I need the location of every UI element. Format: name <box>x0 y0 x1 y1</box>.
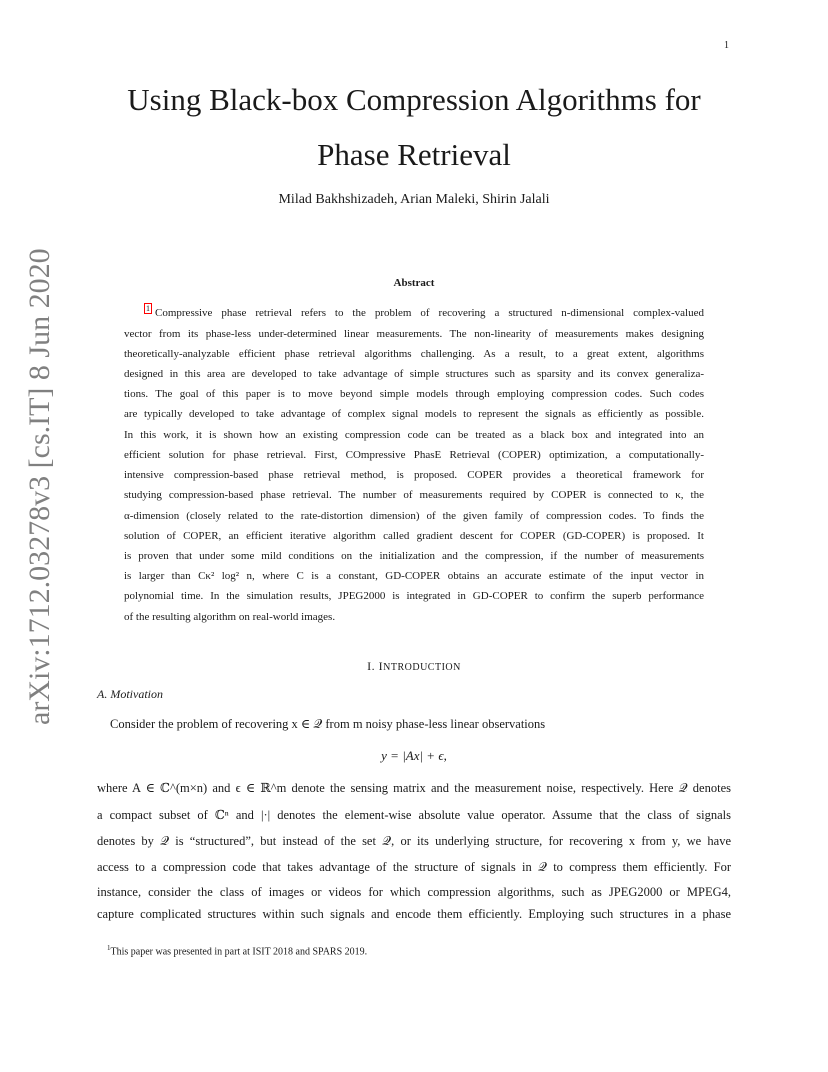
footnote-mark: 1 <box>107 944 111 952</box>
body-line: access to a compression code that takes advantage of the structure of signals in 𝒬 to compress them efficiently. For <box>97 860 731 874</box>
body-line: denotes by 𝒬 is “structured”, but instead of the set 𝒬, or its underlying structure, for recovering x from y, we have <box>97 834 731 848</box>
footnote-text: This paper was presented in part at ISIT 2018 and SPARS 2019. <box>110 946 368 958</box>
abstract-line: studying compression-based phase retrieval. The number of measurements required by COPER is connected to κ, the <box>124 489 704 501</box>
body-line: where A ∈ ℂ^(m×n) and ϵ ∈ ℝ^m denote the sensing matrix and the measurement noise, respectively. Here 𝒬 denotes <box>97 781 731 795</box>
abstract-line: are typically developed to take advantage of complex signal models to represent the signals as efficiently as possible. <box>124 408 704 420</box>
paper-title-line-1: Using Black-box Compression Algorithms for <box>127 82 701 117</box>
body-line: a compact subset of ℂⁿ and |·| denotes the element-wise absolute value operator. Assume that the class of signals <box>97 808 731 822</box>
section-heading-introduction: I. INTRODUCTION <box>367 659 461 673</box>
paper-title-line-2: Phase Retrieval <box>317 137 511 172</box>
abstract-line: of the resulting algorithm on real-world images. <box>124 611 336 623</box>
abstract-line: In this work, it is shown how an existing compression code can be treated as a black box and integrated into an <box>124 429 704 441</box>
abstract-line: is larger than Cκ² log² n, where C is a constant, GD-COPER obtains an accurate estimate of the input vector in <box>124 570 704 582</box>
abstract-line: intensive compression-based phase retrieval method, is proposed. COPER provides a theoretical framework for <box>124 469 704 481</box>
arxiv-watermark: arXiv:1712.03278v3 [cs.IT] 8 Jun 2020 <box>23 248 56 725</box>
footnote <box>107 944 367 957</box>
abstract-line: 1 Compressive phase retrieval refers to the problem of recovering a structured n-dimensional complex-valued <box>146 304 704 319</box>
page-number: 1 <box>724 40 729 51</box>
subsection-heading-motivation: A. Motivation <box>97 687 163 701</box>
abstract-line: α-dimension (closely related to the rate-distortion dimension) of the given family of compression codes. To finds the <box>124 510 704 522</box>
abstract-line: solution of COPER, an efficient iterative algorithm called gradient descent for COPER (GD-COPER) is proposed. It <box>124 530 704 542</box>
abstract-line: theoretically-analyzable efficient phase retrieval algorithms challenging. As a result, to a great extent, algorithms <box>124 348 704 360</box>
footnote-link[interactable]: 1 <box>146 304 150 313</box>
body-intro-line: Consider the problem of recovering x ∈ 𝒬 from m noisy phase-less linear observations <box>110 717 546 731</box>
abstract-heading: Abstract <box>393 277 435 289</box>
equation-observation-model: y = |Ax| + ϵ, <box>381 748 447 763</box>
abstract-line: is proven that under some mild conditions on the initialization and the compression, if the number of measurements <box>124 550 704 562</box>
abstract-line: designed in this area are developed to take advantage of simple structures such as sparsity and its convex generaliza- <box>124 368 704 380</box>
body-line: instance, consider the class of images or videos for which compression algorithms, such as JPEG2000 or MPEG4, <box>97 885 731 899</box>
author-list: Milad Bakhshizadeh, Arian Maleki, Shirin Jalali <box>278 192 550 207</box>
abstract-line: vector from its phase-less under-determined linear measurements. The non-linearity of measurements makes designing <box>124 328 704 340</box>
abstract-line: efficient solution for phase retrieval. First, COmpressive PhasE Retrieval (COPER) optimization, a computationally- <box>124 449 704 461</box>
abstract-line: polynomial time. In the simulation results, JPEG2000 is integrated in GD-COPER to confirm the superb performance <box>124 590 704 602</box>
abstract-line: tions. The goal of this paper is to move beyond simple models through employing compression codes. Such codes <box>124 388 704 400</box>
body-line: capture complicated structures within such signals and encode them efficiently. Employing such structures in a phase <box>97 907 731 921</box>
